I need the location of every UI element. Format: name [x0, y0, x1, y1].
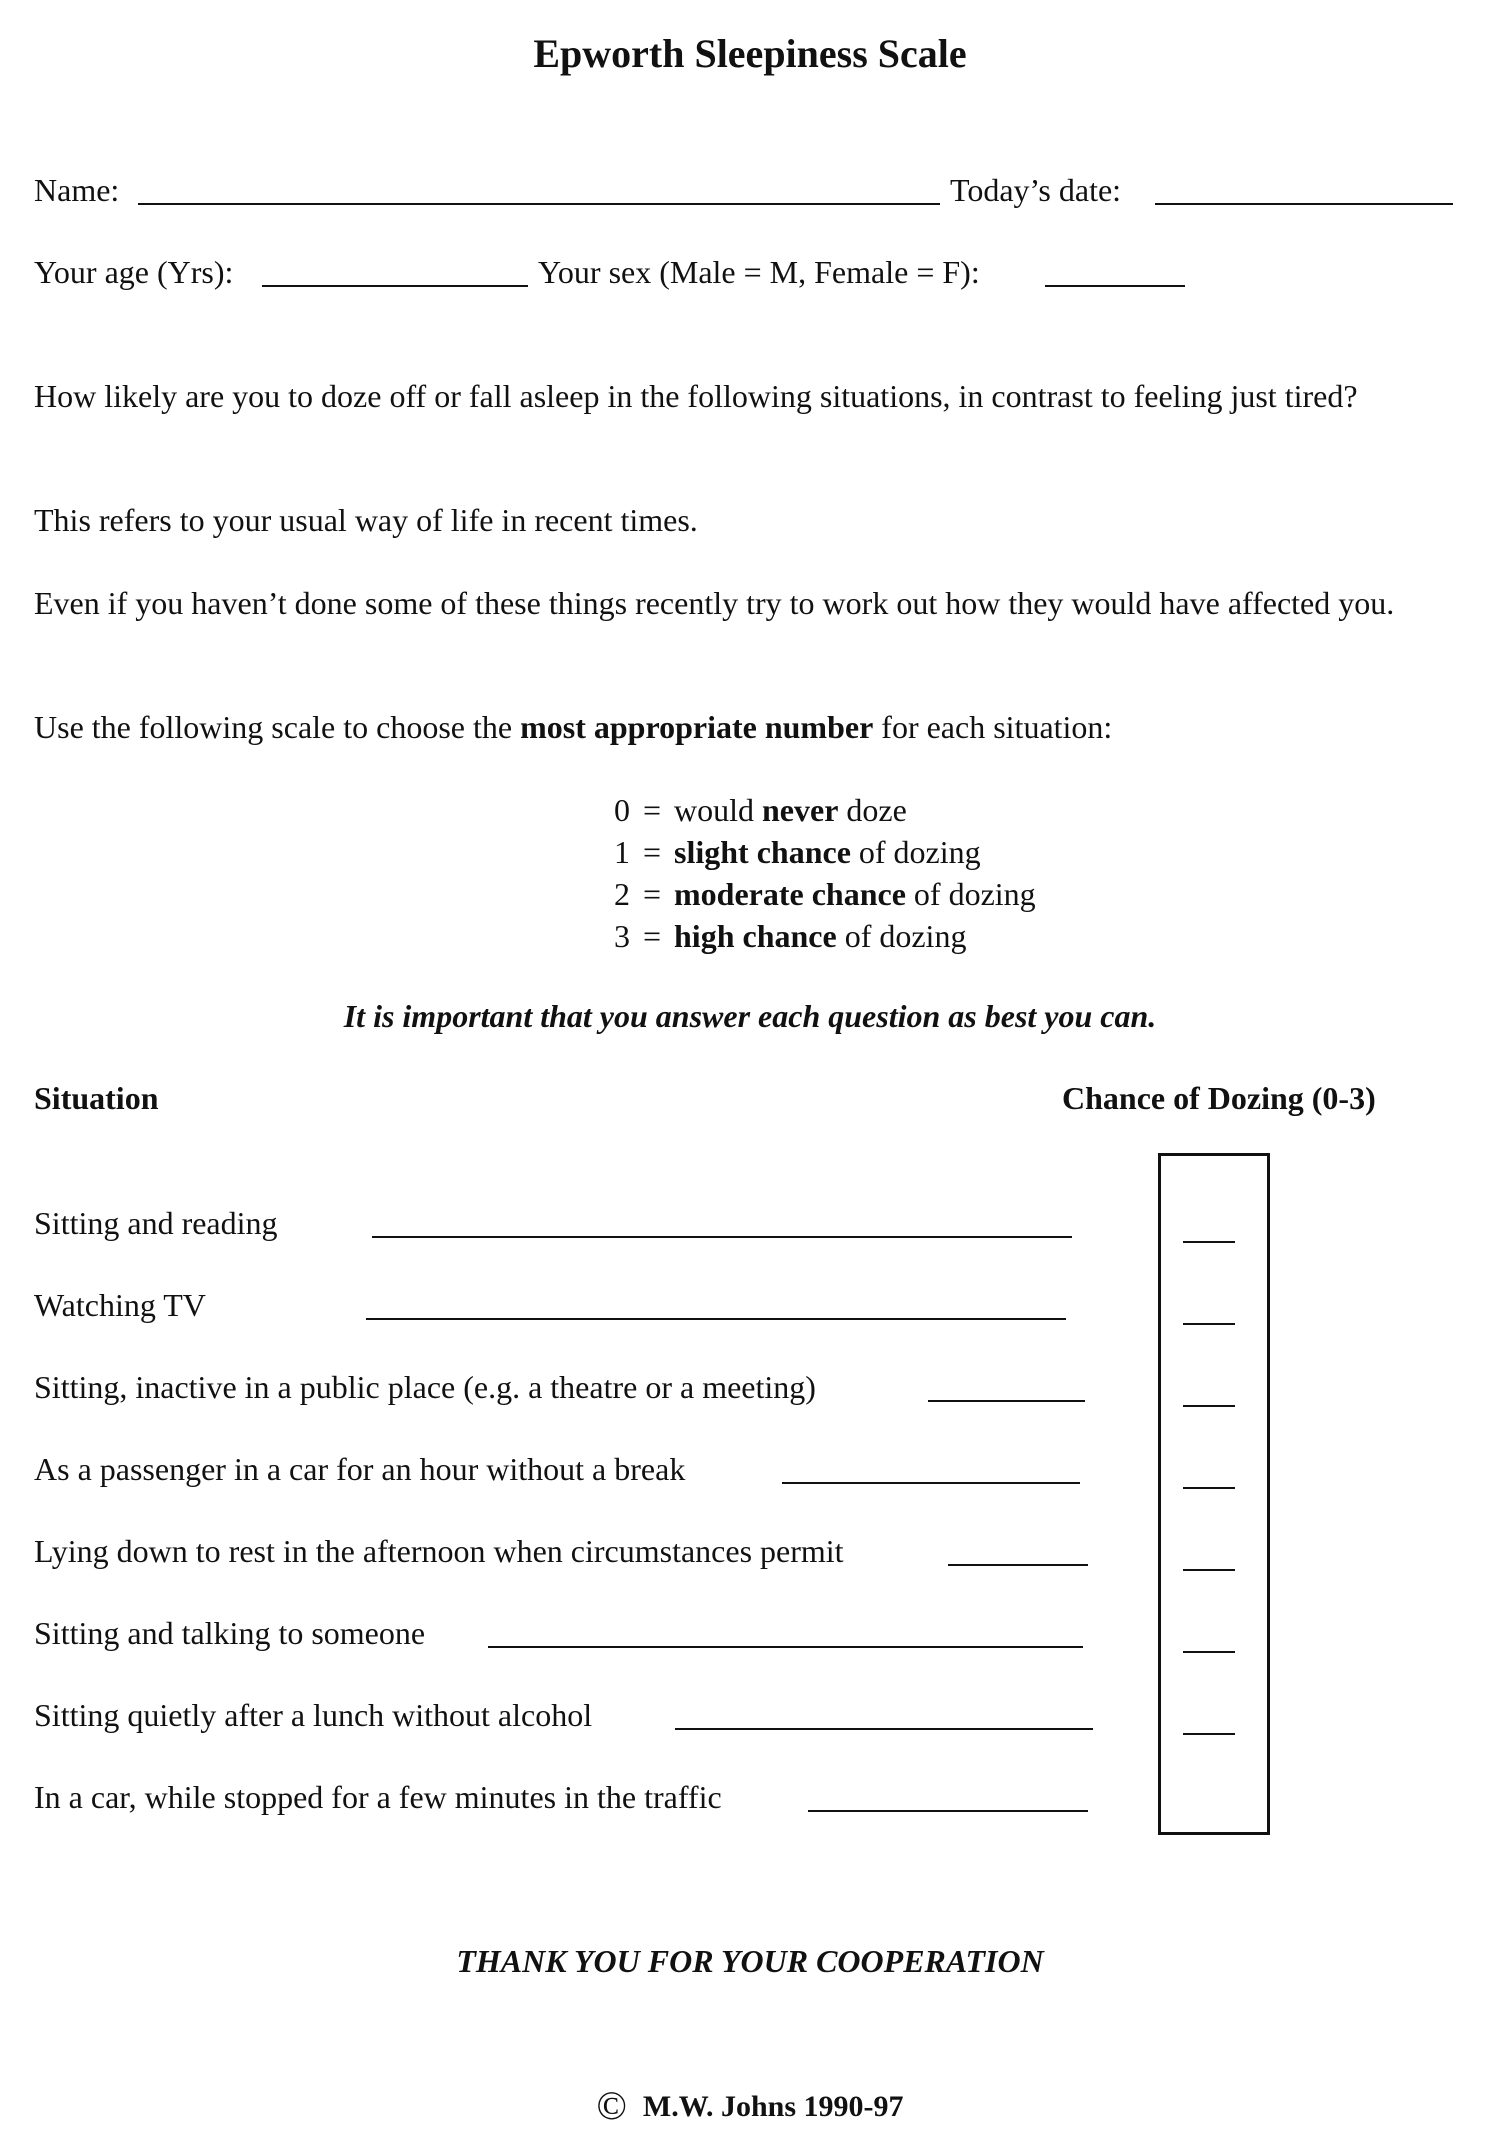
situation-label: Sitting and reading [34, 1205, 278, 1241]
situation-label: As a passenger in a car for an hour without a break [34, 1451, 686, 1487]
situation-label: Sitting and talking to someone [34, 1615, 426, 1651]
scale-item [600, 790, 907, 830]
instruction-paragraph-1: How likely are you to doze off or fall asleep in the following situations, in contrast to feeling just tired? [34, 378, 1358, 414]
scale-text-end: of dozing [836, 918, 967, 954]
situation-line [372, 1236, 1072, 1238]
sex-label: Your sex (Male = M, Female = F): [538, 254, 980, 290]
age-field[interactable] [262, 285, 528, 287]
scale-number: 2 [614, 876, 630, 912]
name-label: Name: [34, 172, 120, 208]
situation-line [488, 1646, 1083, 1648]
scale-text-end: of dozing [905, 876, 1036, 912]
instruction-paragraph-4 [34, 707, 1464, 748]
instruction-paragraph-3: Even if you haven’t done some of these things recently try to work out how they would have affected you. [34, 585, 1395, 621]
situation-label: Lying down to rest in the afternoon when circumstances permit [34, 1533, 844, 1569]
instruction-text: Use the following scale to choose the [34, 709, 521, 745]
date-field[interactable] [1155, 203, 1453, 205]
scale-emphasis: high chance [674, 918, 837, 954]
important-note: It is important that you answer each question as best you can. [343, 998, 1157, 1034]
scale-item [600, 874, 1036, 914]
score-field[interactable] [1183, 1405, 1235, 1407]
situation-line [675, 1728, 1093, 1730]
scale-text: would [674, 792, 762, 828]
scale-equals: = [642, 918, 662, 954]
situation-line [366, 1318, 1066, 1320]
score-field[interactable] [1183, 1241, 1235, 1243]
situation-label: Sitting, inactive in a public place (e.g. a theatre or a meeting) [34, 1369, 816, 1405]
age-label: Your age (Yrs): [34, 254, 234, 290]
name-field[interactable] [138, 203, 940, 205]
scale-equals: = [642, 876, 662, 912]
score-field[interactable] [1183, 1487, 1235, 1489]
scale-emphasis: moderate chance [674, 876, 906, 912]
score-field[interactable] [1183, 1733, 1235, 1735]
scale-equals: = [642, 792, 662, 828]
situation-header: Situation [34, 1080, 159, 1116]
date-label: Today’s date: [950, 172, 1122, 208]
thanks-message: THANK YOU FOR YOUR COOPERATION [456, 1943, 1044, 1979]
scale-item [600, 832, 981, 872]
scale-equals: = [642, 834, 662, 870]
instruction-emphasis: most appropriate number [520, 709, 874, 745]
scale-number: 0 [614, 792, 630, 828]
scale-number: 3 [614, 918, 630, 954]
situation-label: In a car, while stopped for a few minutes in the traffic [34, 1779, 722, 1815]
scale-emphasis: slight chance [674, 834, 851, 870]
scale-number: 1 [614, 834, 630, 870]
sex-field[interactable] [1045, 285, 1185, 287]
scale-text-end: doze [838, 792, 907, 828]
scale-text-end: of dozing [850, 834, 981, 870]
score-field[interactable] [1183, 1569, 1235, 1571]
situation-label: Watching TV [34, 1287, 206, 1323]
instruction-text-end: for each situation: [873, 709, 1113, 745]
scale-item [600, 916, 966, 956]
copyright-text: M.W. Johns 1990-97 [642, 2090, 904, 2123]
score-field[interactable] [1183, 1323, 1235, 1325]
situation-label: Sitting quietly after a lunch without alcohol [34, 1697, 593, 1733]
situation-line [782, 1482, 1080, 1484]
situation-line [948, 1564, 1088, 1566]
situation-line [808, 1810, 1088, 1812]
copyright [0, 2082, 1500, 2129]
page-title: Epworth Sleepiness Scale [533, 31, 967, 76]
score-field[interactable] [1183, 1651, 1235, 1653]
instruction-paragraph-2: This refers to your usual way of life in recent times. [34, 502, 698, 538]
chance-header: Chance of Dozing (0-3) [1062, 1080, 1376, 1116]
situation-line [928, 1400, 1085, 1402]
copyright-icon: © [596, 2083, 627, 2128]
scale-emphasis: never [762, 792, 839, 828]
